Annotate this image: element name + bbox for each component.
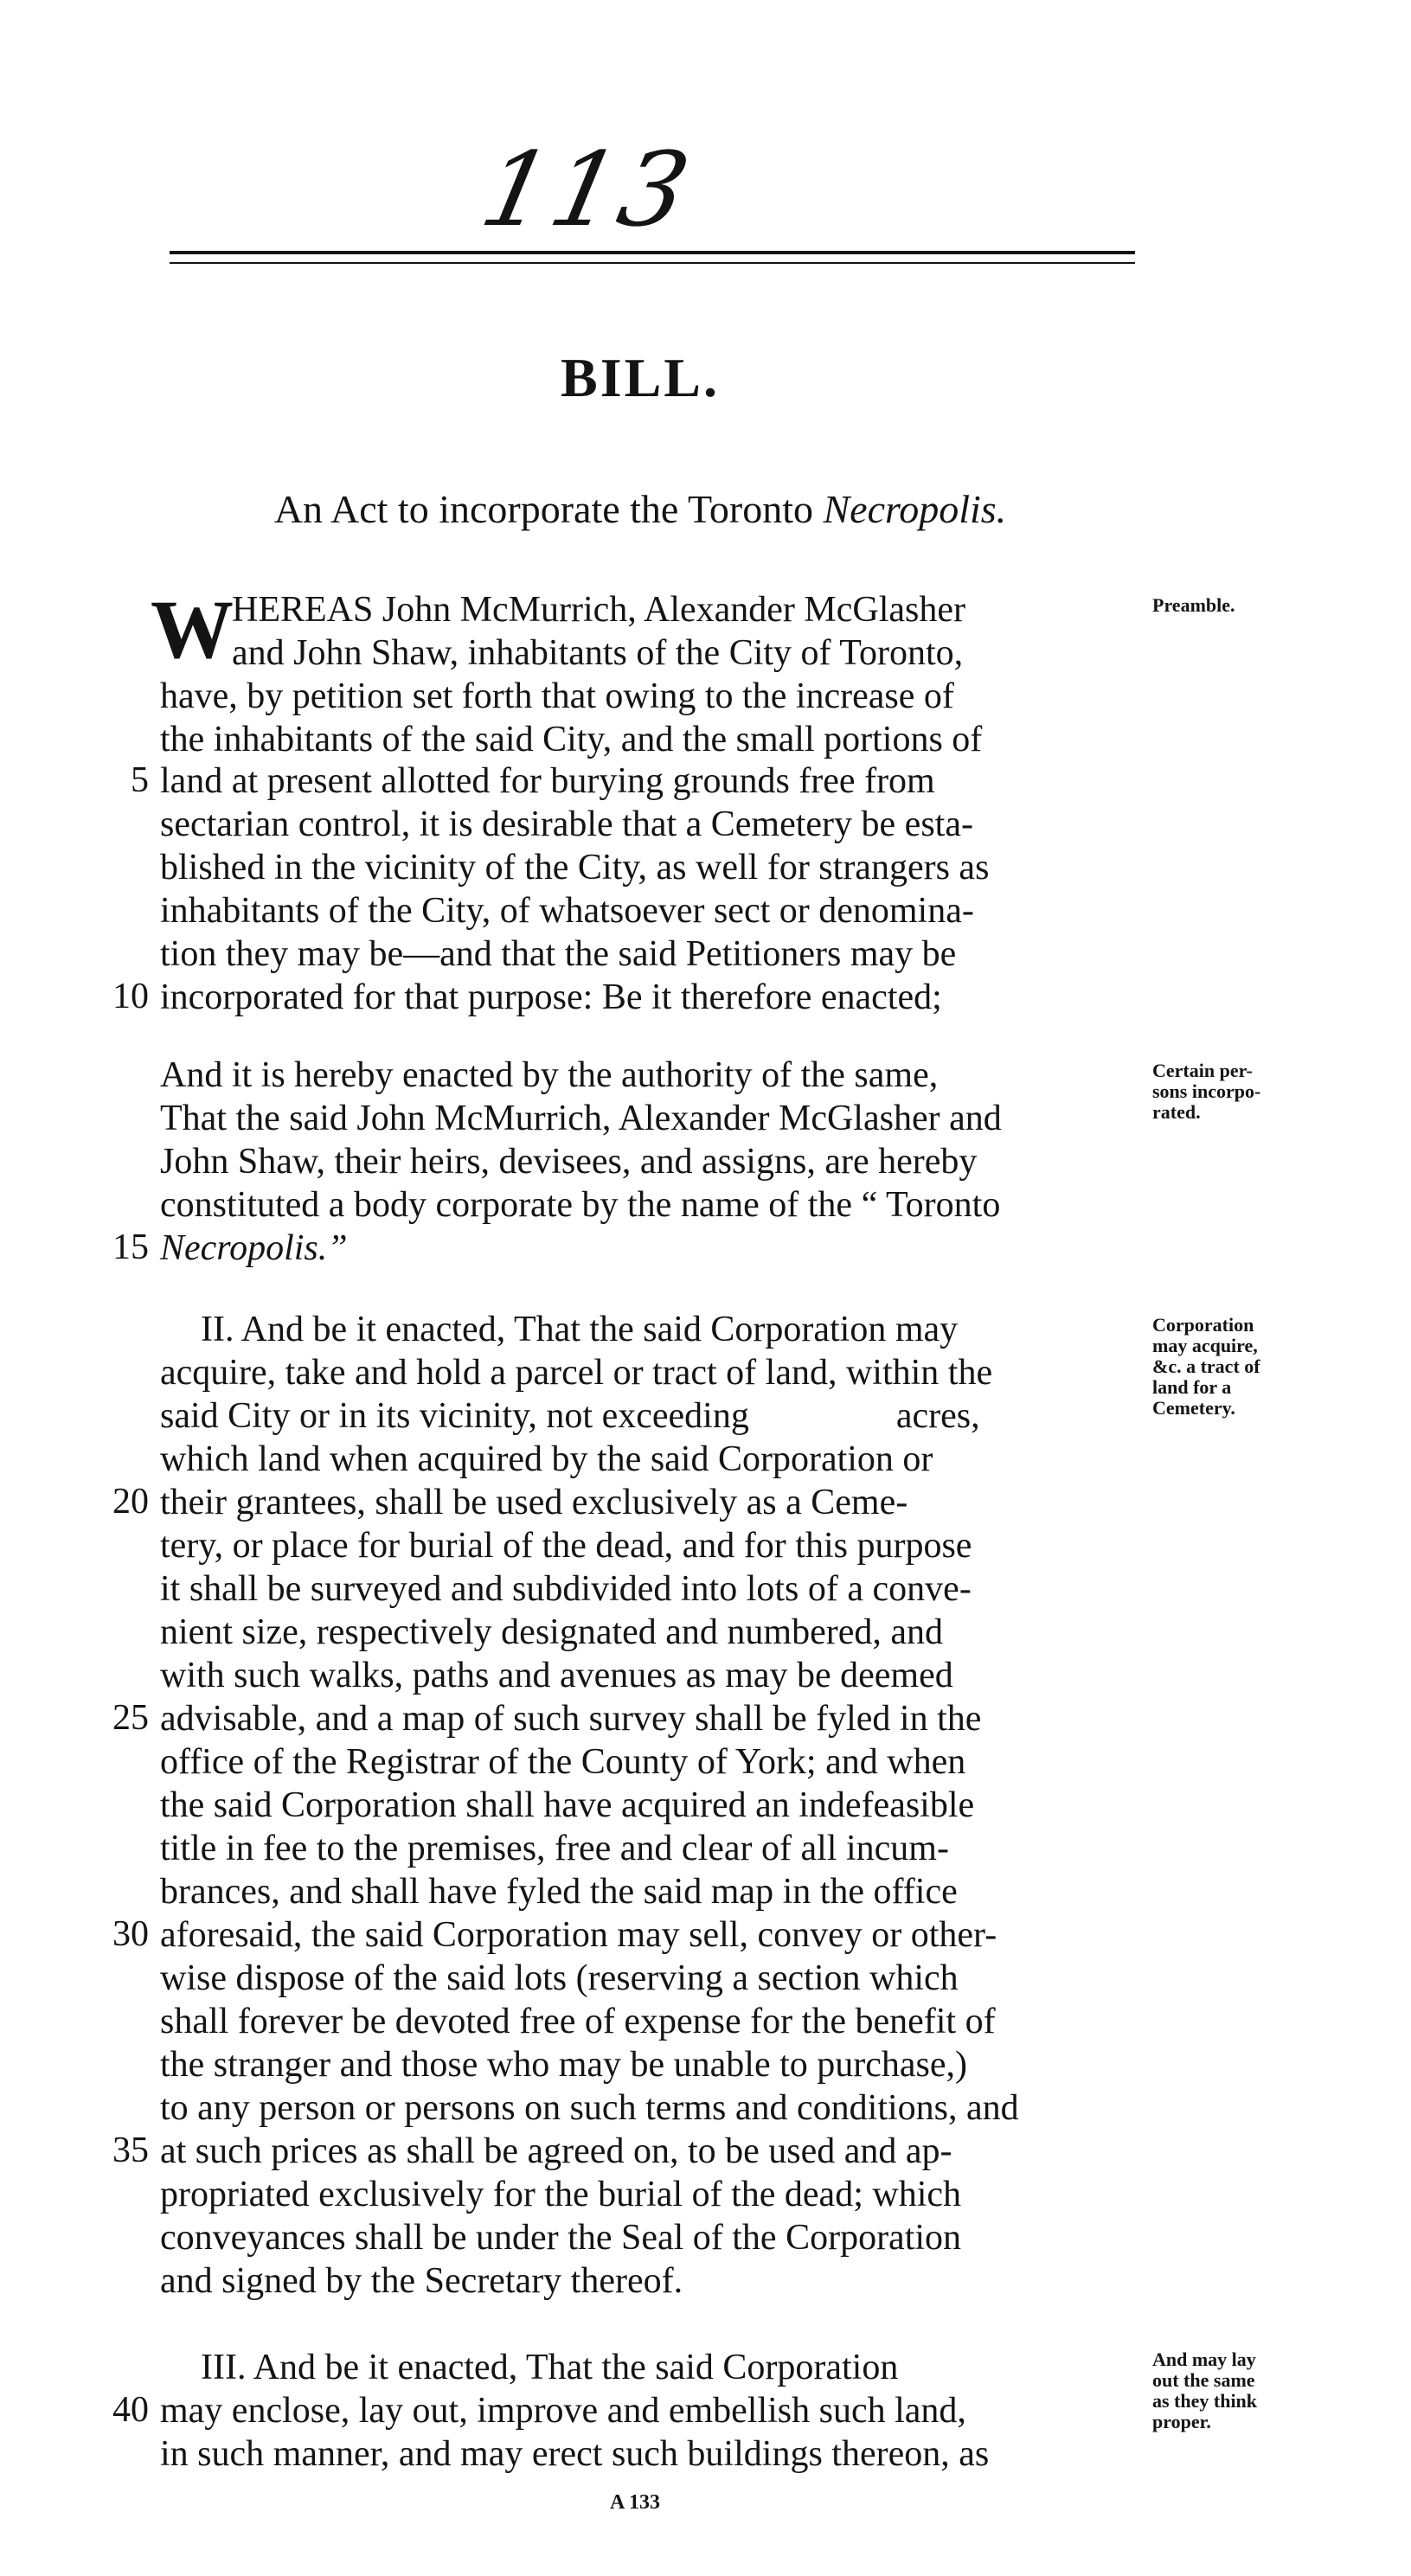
subtitle-prefix: An Act to incorporate the Toronto	[273, 487, 824, 531]
text-line: nient size, respectively designated and numbered, and	[160, 1612, 944, 1652]
text-line: And it is hereby enacted by the authority of the same,	[160, 1055, 939, 1095]
text-line: office of the Registrar of the County of York; and when	[160, 1742, 966, 1782]
text-line: Necropolis.”	[160, 1228, 348, 1268]
line-number: 5	[131, 760, 149, 800]
text-fragment: said City or in its vicinity, not exceeding	[160, 1396, 749, 1436]
text-line: conveyances shall be under the Seal of the Corporation	[160, 2218, 962, 2258]
text-line: constituted a body corporate by the name of the “ Toronto	[160, 1185, 1001, 1225]
text-fragment: acres,	[895, 1396, 980, 1436]
text-line: the stranger and those who may be unable to purchase,)	[160, 2045, 968, 2085]
line-number: 30	[112, 1914, 149, 1954]
line-number: 25	[112, 1698, 149, 1738]
text-line: III. And be it enacted, That the said Corporation	[201, 2348, 899, 2387]
text-line: and John Shaw, inhabitants of the City of Toronto,	[232, 633, 964, 673]
line-number: 20	[112, 1482, 149, 1522]
text-line: brances, and shall have fyled the said map in the office	[160, 1872, 958, 1912]
text-line: and signed by the Secretary thereof.	[160, 2261, 683, 2301]
text-line: inhabitants of the City, of whatsoever sect or denomina-	[160, 891, 974, 931]
text-line: may enclose, lay out, improve and embellish such land,	[160, 2391, 966, 2431]
act-subtitle	[0, 486, 1280, 532]
line-number: 15	[112, 1227, 149, 1267]
header-rule-thick	[170, 251, 1135, 254]
handwritten-page-number: 113	[471, 130, 702, 249]
text-line: in such manner, and may erect such buildings thereon, as	[160, 2434, 990, 2474]
text-line: land at present allotted for burying grounds free from	[160, 761, 935, 801]
bill-title: BILL.	[561, 347, 720, 408]
header-rule-thin	[170, 262, 1135, 264]
line-number: 35	[112, 2131, 149, 2170]
text-line: tion they may be—and that the said Petitioners may be	[160, 934, 957, 974]
text-line	[160, 1394, 1146, 1438]
text-line: John Shaw, their heirs, devisees, and assigns, are hereby	[160, 1142, 978, 1182]
margin-note-certain-persons: Certain per- sons incorpo- rated.	[1152, 1060, 1261, 1123]
text-line: incorporated for that purpose: Be it therefore enacted;	[160, 977, 942, 1017]
text-line: the inhabitants of the said City, and the small portions of	[160, 720, 983, 759]
dropcap-letter: W	[151, 583, 234, 676]
line-number: 10	[112, 977, 149, 1016]
text-line: with such walks, paths and avenues as may be deemed	[160, 1656, 953, 1695]
text-line: HEREAS John McMurrich, Alexander McGlasher	[232, 590, 965, 630]
text-line: tery, or place for burial of the dead, and for this purpose	[160, 1526, 972, 1566]
subtitle-italic: Necropolis.	[823, 487, 1007, 531]
text-line: acquire, take and hold a parcel or tract of land, within the	[160, 1353, 993, 1393]
text-line: blished in the vicinity of the City, as well for strangers as	[160, 848, 990, 888]
text-line: which land when acquired by the said Corporation or	[160, 1439, 933, 1479]
text-line: II. And be it enacted, That the said Corporation may	[201, 1310, 959, 1349]
text-line: their grantees, shall be used exclusively as a Ceme-	[160, 1483, 908, 1522]
text-line: aforesaid, the said Corporation may sell, convey or other-	[160, 1915, 997, 1955]
text-line: wise dispose of the said lots (reserving a section which	[160, 1958, 959, 1998]
text-line: propriated exclusively for the burial of the dead; which	[160, 2175, 962, 2214]
text-line: have, by petition set forth that owing to the increase of	[160, 676, 954, 716]
margin-note-preamble: Preamble.	[1152, 594, 1235, 616]
text-line: at such prices as shall be agreed on, to be used and ap-	[160, 2131, 952, 2171]
text-line: That the said John McMurrich, Alexander McGlasher and	[160, 1099, 1002, 1138]
text-line: it shall be surveyed and subdivided into lots of a conve-	[160, 1569, 972, 1609]
text-line: the said Corporation shall have acquired an indefeasible	[160, 1785, 975, 1825]
text-line: advisable, and a map of such survey shall be fyled in the	[160, 1699, 982, 1739]
line-number: 40	[112, 2390, 149, 2430]
text-line: shall forever be devoted free of expense for the benefit of	[160, 2002, 996, 2041]
text-line: title in fee to the premises, free and clear of all incum-	[160, 1829, 949, 1868]
margin-note-lay-out: And may lay out the same as they think proper.	[1152, 2349, 1258, 2432]
text-line: to any person or persons on such terms and conditions, and	[160, 2088, 1019, 2128]
margin-note-corporation-acquire: Corporation may acquire, &c. a tract of land for a Cemetery.	[1152, 1314, 1260, 1419]
text-line: sectarian control, it is desirable that a Cemetery be esta-	[160, 804, 973, 844]
printer-signature: A 133	[610, 2491, 661, 2514]
